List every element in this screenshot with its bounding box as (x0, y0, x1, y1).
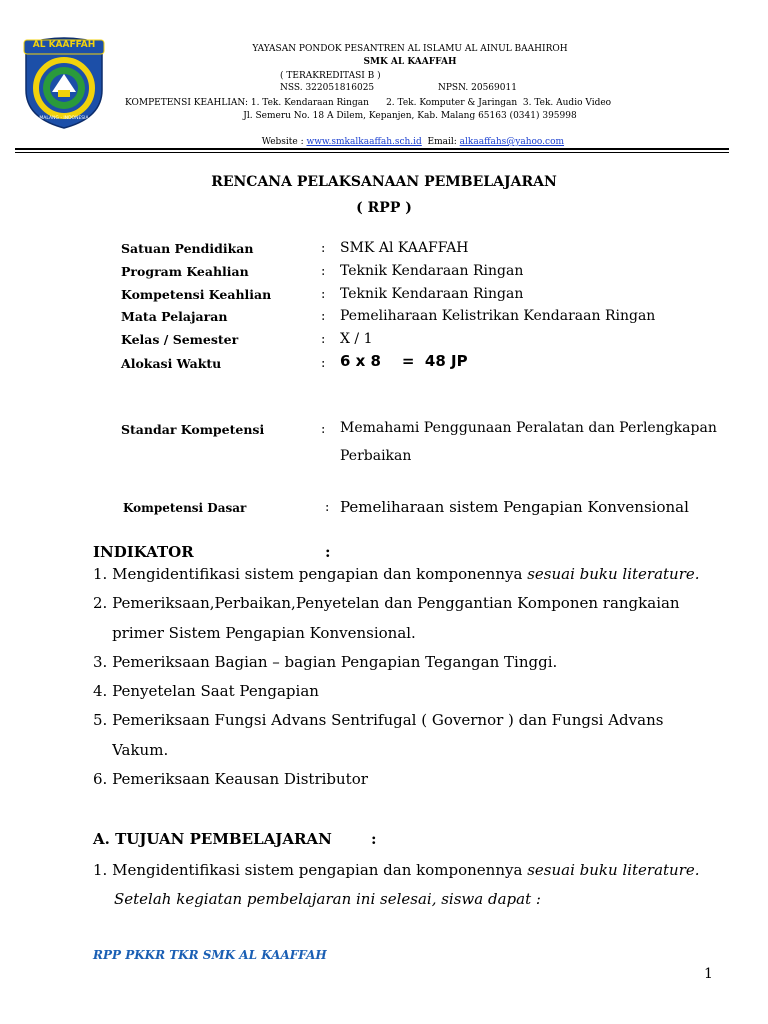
logo-bottom-text: MALANG - INDONESIA (39, 116, 89, 121)
colon: : (321, 264, 326, 279)
tujuan-intro: Setelah kegiatan pembelajaran ini selesai, siswa dapat : (114, 890, 541, 908)
colon: : (321, 241, 326, 256)
indikator-item-text: 1. Mengidentifikasi sistem pengapian dan komponennya (93, 565, 528, 583)
header-divider-thin (15, 152, 729, 153)
identity-value-satuan: SMK Al KAAFFAH (340, 240, 469, 256)
identity-value-program: Teknik Kendaraan Ringan (340, 263, 524, 279)
accreditation: ( TERAKREDITASI B ) (280, 71, 381, 81)
identity-label-satuan: Satuan Pendidikan (121, 241, 254, 256)
indikator-heading: INDIKATOR (93, 543, 194, 561)
identity-label-mapel: Mata Pelajaran (121, 309, 228, 324)
identity-value-alokasi: 6 x 8 = 48 JP (340, 352, 468, 370)
header-divider-thick (15, 148, 729, 150)
colon: : (325, 543, 331, 561)
identity-value-kelas: X / 1 (340, 331, 373, 347)
page-footer: RPP PKKR TKR SMK AL KAAFFAH (93, 948, 327, 962)
indikator-item: 3. Pemeriksaan Bagian – bagian Pengapian Tegangan Tinggi. (93, 653, 558, 671)
identity-value-kompetensi: Teknik Kendaraan Ringan (340, 286, 524, 302)
identity-value-mapel: Pemeliharaan Kelistrikan Kendaraan Ringan (340, 308, 656, 324)
page-number: 1 (704, 966, 713, 982)
colon: : (321, 422, 326, 437)
identity-label-program: Program Keahlian (121, 264, 249, 279)
foundation-name: YAYASAN PONDOK PESANTREN AL ISLAMU AL AINUL BAAHIROH (252, 44, 568, 54)
contact-line (110, 123, 710, 149)
tujuan-item (93, 861, 700, 879)
kompetensi-dasar-label: Kompetensi Dasar (123, 501, 247, 515)
indikator-item-continuation: primer Sistem Pengapian Konvensional. (93, 624, 416, 642)
indikator-item: 4. Penyetelan Saat Pengapian (93, 682, 319, 700)
tujuan-heading: A. TUJUAN PEMBELAJARAN (93, 830, 332, 848)
logo-top-text: AL KAAFFAH (32, 40, 96, 50)
competencies-list: KOMPETENSI KEAHLIAN: 1. Tek. Kendaraan Ringan 2. Tek. Komputer & Jaringan 3. Tek. Audio Video (125, 98, 612, 108)
school-address: Jl. Semeru No. 18 A Dilem, Kepanjen, Kab. Malang 65163 (0341) 395998 (243, 111, 577, 121)
colon: : (321, 287, 326, 302)
indikator-item (93, 565, 700, 583)
email-label: Email: (421, 137, 460, 147)
school-logo (18, 30, 110, 130)
school-name: SMK AL KAAFFAH (363, 57, 457, 67)
tujuan-item-text: 1. Mengidentifikasi sistem pengapian dan komponennya (93, 861, 528, 879)
indikator-item: 6. Pemeriksaan Keausan Distributor (93, 770, 368, 788)
identity-label-alokasi: Alokasi Waktu (121, 356, 222, 371)
tujuan-item-italic: sesuai buku literature. (527, 861, 700, 879)
website-link[interactable]: www.smkalkaaffah.sch.id (306, 137, 422, 147)
indikator-item: 5. Pemeriksaan Fungsi Advans Sentrifugal ( Governor ) dan Fungsi Advans (93, 711, 664, 729)
standar-kompetensi-label: Standar Kompetensi (121, 422, 265, 437)
website-label: Website : (261, 137, 307, 147)
indikator-item-continuation: Vakum. (93, 741, 169, 759)
identity-label-kelas: Kelas / Semester (121, 332, 239, 347)
colon: : (325, 500, 330, 515)
kompetensi-dasar-value: Pemeliharaan sistem Pengapian Konvensional (340, 498, 689, 516)
indikator-item: 2. Pemeriksaan,Perbaikan,Penyetelan dan Penggantian Komponen rangkaian (93, 594, 680, 612)
document-subtitle: ( RPP ) (356, 200, 412, 216)
colon: : (321, 332, 326, 347)
nss-number: NSS. 322051816025 (280, 83, 375, 93)
colon: : (371, 830, 377, 848)
identity-label-kompetensi: Kompetensi Keahlian (121, 287, 272, 302)
indikator-item-italic: sesuai buku literature. (527, 565, 700, 583)
email-link[interactable]: alkaaffahs@yahoo.com (459, 137, 565, 147)
document-title: RENCANA PELAKSANAAN PEMBELAJARAN (211, 174, 557, 190)
npsn-number: NPSN. 20569011 (438, 83, 517, 93)
standar-kompetensi-line1: Memahami Penggunaan Peralatan dan Perlengkapan (340, 420, 717, 436)
colon: : (321, 309, 326, 324)
colon: : (321, 356, 326, 371)
standar-kompetensi-line2: Perbaikan (340, 448, 412, 464)
